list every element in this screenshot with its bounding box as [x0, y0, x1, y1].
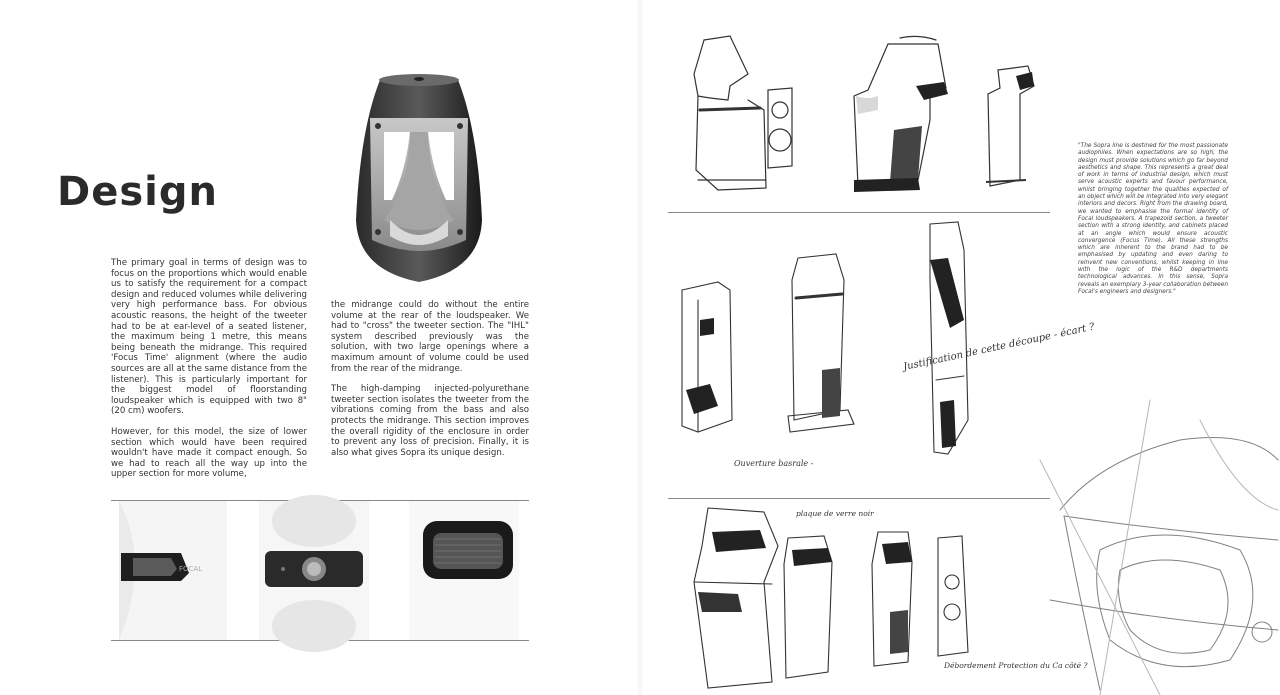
page-title: Design	[57, 169, 218, 215]
speaker-detail-photos	[111, 501, 529, 640]
sketch-row-2	[668, 220, 1096, 488]
sketch-note: Débordement Protection du Ca côté ?	[944, 661, 1088, 670]
designer-quote	[1078, 143, 1228, 296]
divider	[668, 212, 1050, 213]
paragraph: The high-damping injected-polyurethane tweeter section isolates the tweeter from the vibrations coming from the bass and also protects the midrange. This section improves the overall rigidity of the enclosure in order to prevent any loss of precision. Finally, it is also what gives Sopra its unique design.	[331, 384, 529, 458]
sketch-note: plaque de verre noir	[796, 509, 874, 518]
quote-text: "The Sopra line is destined for the most passionate audiophiles. When expectations are so high, the design must provide solutions which go far beyond aesthetics and shape. This represents a great deal of work in terms of industrial design, which must serve acoustic experts and favour performance, whilst bringing together the qualities expected of an object which will be integrated into very elegant interiors and decors. Right from the drawing board, we wanted to emphasise the formal identity of Focal loudspeakers. A trapezoid section, a tweeter section with a strong identity, and cabinets placed at an angle which would ensure acoustic convergence (Focus Time). All these strengths which are inherent to the brand had to be emphasised by updating and even daring to reinvent new conventions, whilst keeping in line with the logic of the R&D departments technological advances. In this sense, Sopra reveals an exemplary 3-year collaboration between Focal's engineers and designers."	[1078, 143, 1228, 295]
divider	[668, 498, 1050, 499]
body-column-2	[331, 300, 529, 468]
large-pencil-sketch	[1040, 400, 1280, 695]
sketch-row-1	[668, 30, 1060, 200]
speaker-detail-photo-strip	[111, 500, 529, 641]
sketch-note: Justification de cette découpe - écart ?	[902, 321, 1096, 373]
tweeter-enclosure-photo	[350, 70, 488, 286]
page-gutter	[638, 0, 642, 695]
sketch-row-3	[668, 502, 1088, 692]
paragraph: the midrange could do without the entire volume at the rear of the loudspeaker. We had to "cross" the tweeter section. The "IHL" system described previously was the solution, with two large openings where a maximum amount of volume could be used from the rear of the midrange.	[331, 300, 529, 374]
paragraph: However, for this model, the size of lower section which would have been required wouldn't have made it compact enough. So we had to reach all the way up into the upper section for more volume,	[111, 426, 307, 480]
brand-label: FOCAL	[179, 565, 203, 573]
paragraph: The primary goal in terms of design was to focus on the proportions which would enable us to satisfy the requirement for a compact design and reduced volumes while delivering very high performance bass. For obvious acoustic reasons, the height of the tweeter had to be at ear-level of a seated listener, the maximum being 1 metre, this means being beneath the midrange. This required 'Focus Time' alignment (where the audio sources are all at the same distance from the listener). This is particularly important for the biggest model of floorstanding loudspeaker which is equipped with two 8" (20 cm) woofers.	[111, 258, 307, 417]
body-column-1	[111, 258, 307, 490]
sketch-note: Ouverture basrale -	[734, 459, 814, 468]
